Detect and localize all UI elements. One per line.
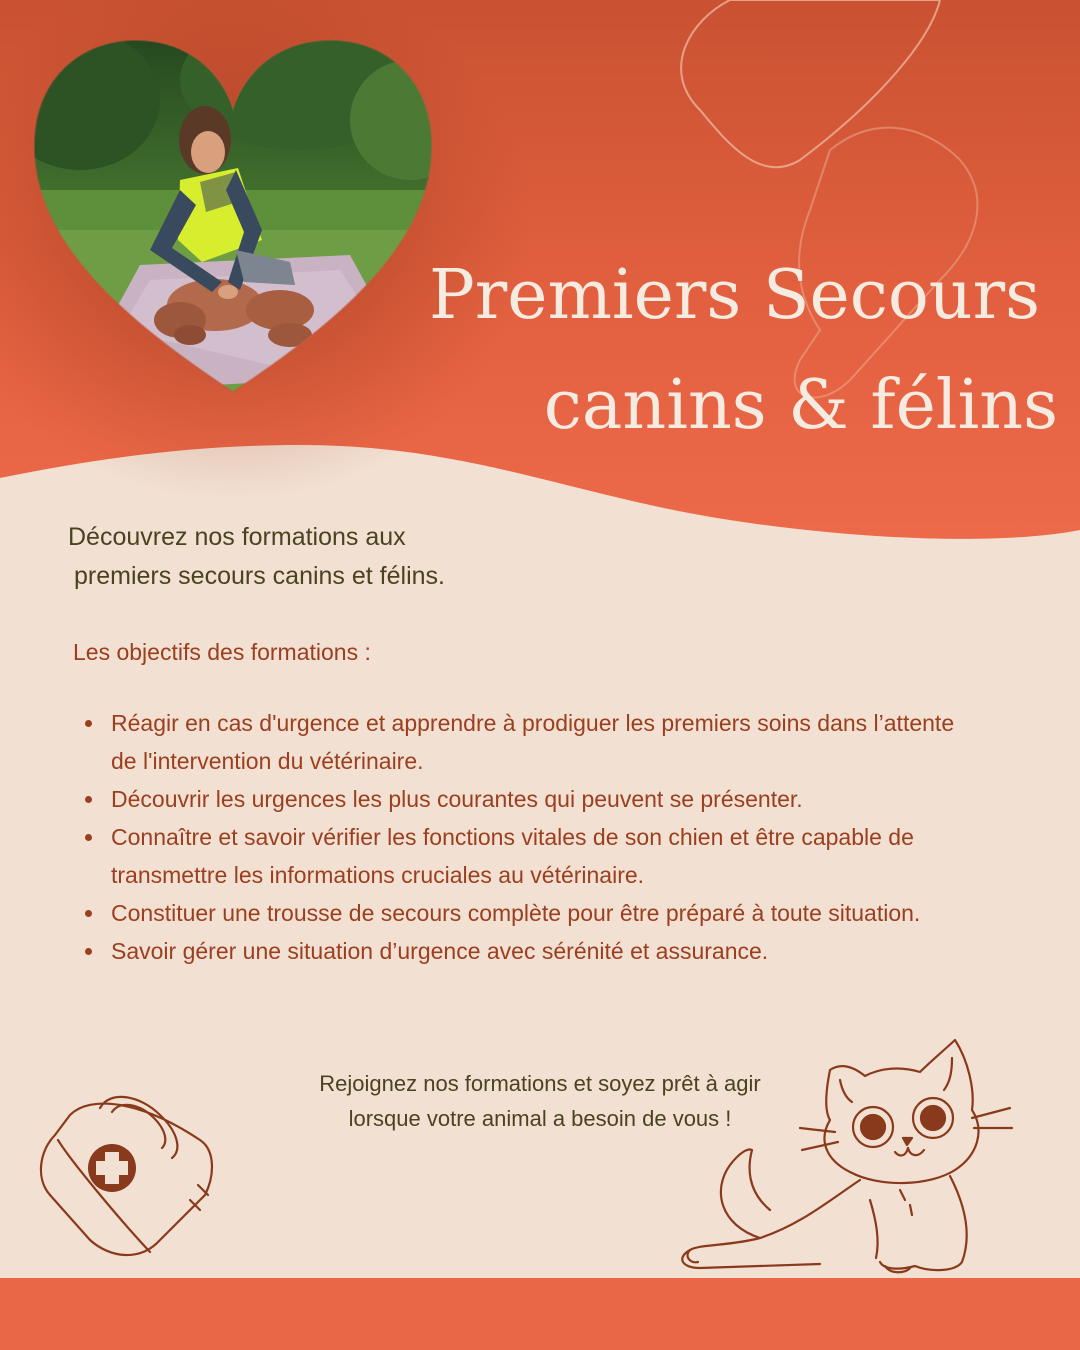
footer-bar	[0, 1278, 1080, 1350]
objectives-heading: Les objectifs des formations :	[73, 639, 371, 665]
objective-item-1: Réagir en cas d'urgence et apprendre à prodiguer les premiers soins dans l’attente de l'intervention du vétérinaire.	[85, 704, 965, 780]
intro-line-1: Découvrez nos formations aux	[68, 523, 406, 551]
intro-line-2: premiers secours canins et félins.	[74, 562, 445, 590]
intro-paragraph	[68, 518, 588, 596]
objective-item-2: Découvrir les urgences les plus courantes qui peuvent se présenter.	[85, 780, 965, 818]
page-title-line-2: canins & félins	[543, 366, 1058, 445]
page-title-line-1: Premiers Secours	[428, 256, 1040, 335]
objective-item-5: Savoir gérer une situation d’urgence avec sérénité et assurance.	[85, 932, 965, 970]
cta-line-2: lorsque votre animal a besoin de vous !	[348, 1106, 732, 1131]
objectives-list	[85, 704, 965, 970]
objective-item-3: Connaître et savoir vérifier les fonctions vitales de son chien et être capable de transmettre les informations cruciales au vétérinaire.	[85, 818, 965, 894]
cta-line-1: Rejoignez nos formations et soyez prêt à agir	[319, 1071, 761, 1096]
call-to-action	[230, 1066, 850, 1136]
first-aid-kit-icon	[41, 1097, 212, 1255]
objective-item-4: Constituer une trousse de secours complète pour être préparé à toute situation.	[85, 894, 965, 932]
